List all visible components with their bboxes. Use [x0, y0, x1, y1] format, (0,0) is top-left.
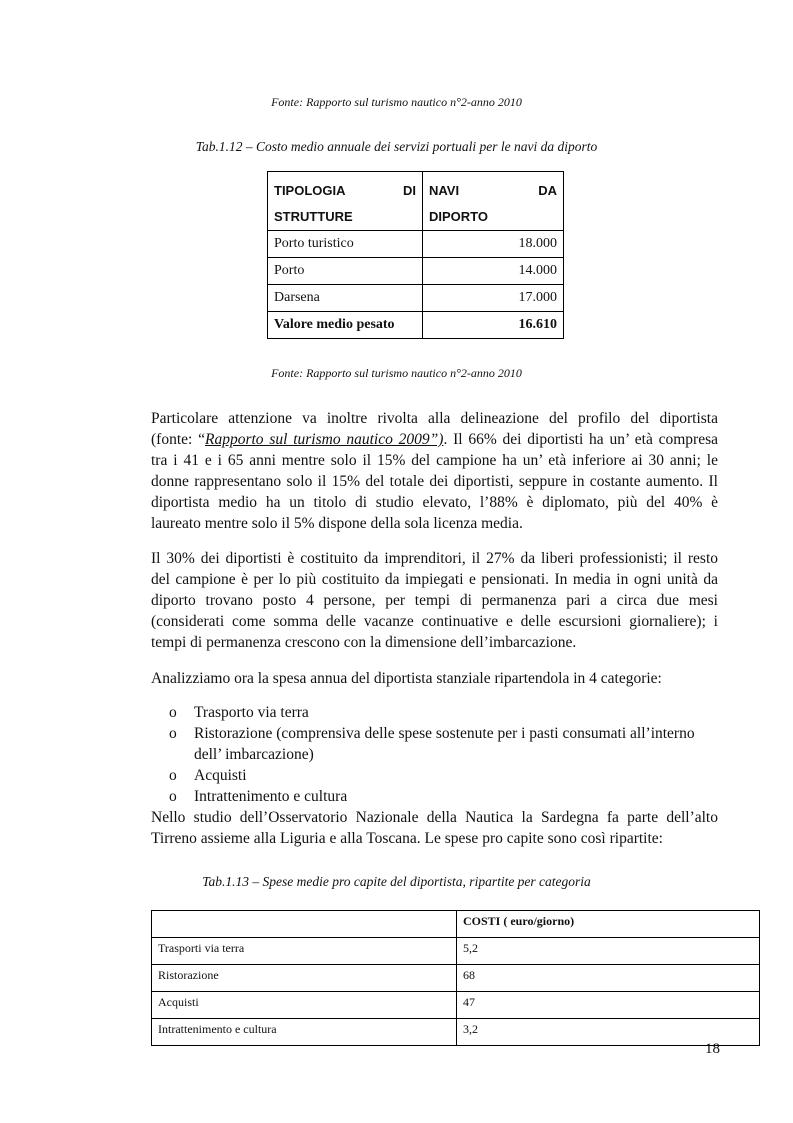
table-row: Intrattenimento e cultura 3,2: [152, 1019, 760, 1046]
paragraph-profile: Particolare attenzione va inoltre rivolta alla delineazione del profilo del diportista (fonte: “Rapporto sul turismo nautico 2009”). Il 66% dei diportisti ha un’ età compresa tra i 41 e i 65 anni mentre solo il 15% del campione ha un’ età inferiore ai 30 anni; le donne rappresentano solo il 15% del totale dei diportisti, seppure in costante aumento. Il diportista medio ha un titolo di studio elevato, l’88% è diplomato, più del 40% è laureato mentre solo il 5% dispone della sola licenza media.: [151, 410, 718, 532]
table-row: Acquisti 47: [152, 992, 760, 1019]
table1-header-row: [268, 172, 564, 231]
table-port-costs: [267, 171, 564, 339]
source-note-top: Fonte: Rapporto sul turismo nautico n°2-anno 2010: [271, 95, 522, 109]
table-row: Porto 14.000: [268, 258, 564, 285]
paragraph-observatory: Nello studio dell’Osservatorio Nazionale della Nautica la Sardegna fa parte dell’alto Tirreno assieme alla Liguria e alla Toscana. Le spese pro capite sono così ripartite:: [151, 809, 718, 847]
table1-header-ships: NAVI DA DIPORTO: [423, 172, 564, 231]
bullet-marker: o: [169, 725, 177, 742]
bullet-marker: o: [169, 767, 177, 784]
page-number: 18: [705, 1041, 720, 1057]
table2-header-row: [152, 911, 760, 938]
table1-caption: Tab.1.12 – Costo medio annuale dei servizi portuali per le navi da diporto: [195, 139, 598, 154]
list-item: o Intrattenimento e cultura: [169, 788, 348, 805]
list-item: o Trasporto via terra: [169, 704, 309, 721]
table-row: Trasporti via terra 5,2: [152, 938, 760, 965]
table2-caption: Tab.1.13 – Spese medie pro capite del diportista, ripartite per categoria: [202, 874, 591, 889]
paragraph-spending-intro: Analizziamo ora la spesa annua del diportista stanziale ripartendola in 4 categorie:: [151, 670, 662, 687]
table1-header-type: TIPOLOGIA DI STRUTTURE: [268, 172, 423, 231]
bullet-marker: o: [169, 704, 177, 721]
spending-category-list: [151, 702, 718, 807]
source-link: Rapporto sul turismo nautico 2009”): [204, 431, 444, 448]
table-row: Porto turistico 18.000: [268, 231, 564, 258]
table-row: Darsena 17.000: [268, 285, 564, 312]
table2-header-costs: COSTI ( euro/giorno): [457, 911, 760, 938]
table1-source-note: Fonte: Rapporto sul turismo nautico n°2-anno 2010: [271, 366, 522, 380]
paragraph-professions: Il 30% dei diportisti è costituito da imprenditori, il 27% da liberi professionisti; il resto del campione è per lo più costituito da impiegati e pensionati. In media in ogni unità da diporto trovano posto 4 persone, per tempi di permanenza pari a circa due mesi (considerati come somma delle vacanze continuative e delle escursioni giornaliere); i tempi di permanenza crescono con la dimensione dell’imbarcazione.: [151, 550, 718, 651]
list-item: o Acquisti: [169, 767, 247, 784]
table1-total-row: Valore medio pesato 16.610: [268, 312, 564, 339]
table-row: Ristorazione 68: [152, 965, 760, 992]
list-item: o Ristorazione (comprensiva delle spese sostenute per i pasti consumati all’interno dell’ imbarcazione): [169, 725, 695, 763]
table-per-capita-spending: [151, 910, 760, 1046]
bullet-marker: o: [169, 788, 177, 805]
